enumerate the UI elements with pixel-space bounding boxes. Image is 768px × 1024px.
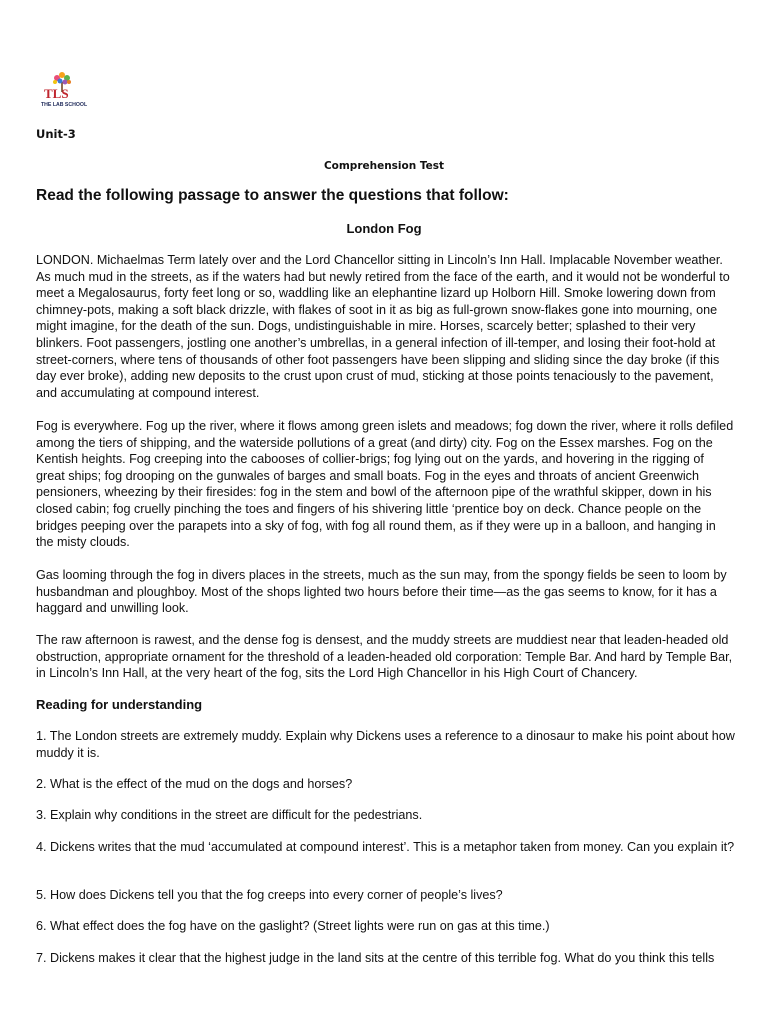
question-7: 7. Dickens makes it clear that the highest judge in the land sits at the centre of this terrible fog. What do you think this tells: [36, 951, 715, 965]
question-6: 6. What effect does the fog have on the gaslight? (Street lights were run on gas at this time.): [36, 919, 550, 933]
question-2: 2. What is the effect of the mud on the dogs and horses?: [36, 777, 353, 791]
school-logo: [40, 70, 92, 108]
instruction-heading: Read the following passage to answer the questions that follow:: [36, 187, 509, 204]
unit-label: Unit-3: [36, 127, 76, 141]
question-3: 3. Explain why conditions in the street are difficult for the pedestrians.: [36, 808, 423, 822]
passage-paragraph-1: LONDON. Michaelmas Term lately over and the Lord Chancellor sitting in Lincoln’s Inn Hall. Implacable November weather. As much mud in the streets, as if the waters had but newly retired from the face of the earth, and it would not be wonderful to meet a Megalosaurus, forty feet long or so, waddling like an elephantine lizard up Holborn Hill. Smoke lowering down from chimney-pots, making a soft black drizzle, with flakes of soot in it as big as full-grown snow-flakes gone into mourning, one might imagine, for the death of the sun. Dogs, undistinguishable in mire. Horses, scarcely better; splashed to their very blinkers. Foot passengers, jostling one another’s umbrellas, in a general infection of ill-temper, and losing their foot-hold at street-corners, where tens of thousands of other foot passengers have been slipping and sliding since the day broke (if this day ever broke), adding new deposits to the crust upon crust of mud, sticking at those points tenaciously to the pavement, and accumulating at compound interest.: [36, 253, 730, 400]
section-title: Reading for understanding: [36, 697, 203, 712]
question-5: 5. How does Dickens tell you that the fog creeps into every corner of people’s lives?: [36, 888, 503, 902]
svg-text:TLS: TLS: [44, 86, 69, 101]
passage-paragraph-3: Gas looming through the fog in divers places in the streets, much as the sun may, from the spongy fields be seen to loom by husbandman and ploughboy. Most of the shops lighted two hours before their time—as the gas seems to know, for it has a haggard and unwilling look.: [36, 568, 727, 616]
svg-text:THE LAB SCHOOL: THE LAB SCHOOL: [41, 102, 88, 108]
logo-tree-icon: [40, 70, 92, 108]
passage-paragraph-2: Fog is everywhere. Fog up the river, where it flows among green islets and meadows; fog down the river, where it rolls defiled among the tiers of shipping, and the waterside pollutions of a great (and dirty) city. Fog on the Essex marshes. Fog on the Kentish heights. Fog creeping into the cabooses of collier-brigs; fog lying out on the yards, and hovering in the rigging of great ships; fog drooping on the gunwales of barges and small boats. Fog in the eyes and throats of ancient Greenwich pensioners, wheezing by their firesides: fog in the stem and bowl of the afternoon pipe of the wrathful skipper, down in his closed cabin; fog cruelly pinching the toes and fingers of his shivering little ‘prentice boy on deck. Chance people on the bridges peeping over the parapets into a sky of fog, with fog all round them, as if they were up in a balloon, and hanging in the misty clouds.: [36, 419, 734, 550]
passage-paragraph-4: The raw afternoon is rawest, and the dense fog is densest, and the muddy streets are muddiest near that leaden-headed old obstruction, appropriate ornament for the threshold of a leaden-headed old corporation: Temple Bar. And hard by Temple Bar, in Lincoln’s Inn Hall, at the very heart of the fog, sits the Lord High Chancellor in his High Court of Chancery.: [36, 633, 733, 681]
test-title: Comprehension Test: [323, 160, 445, 172]
passage-title: London Fog: [346, 221, 422, 236]
question-4: 4. Dickens writes that the mud ‘accumulated at compound interest’. This is a metaphor taken from money. Can you explain it?: [36, 840, 735, 854]
question-1: 1. The London streets are extremely muddy. Explain why Dickens uses a reference to a dinosaur to make his point about how muddy it is.: [36, 729, 735, 760]
